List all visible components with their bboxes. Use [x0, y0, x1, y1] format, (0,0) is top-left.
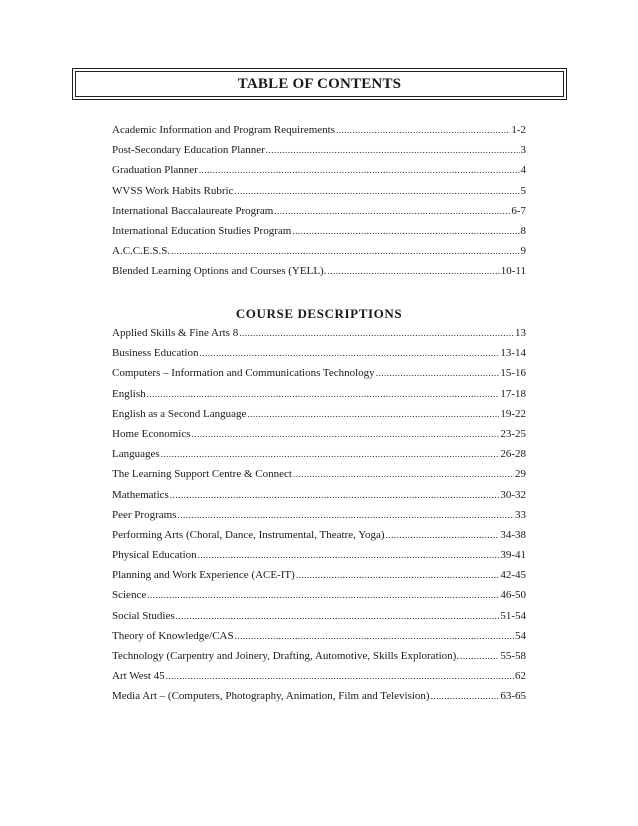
- course-entry[interactable]: [112, 408, 526, 428]
- course-entry-label: Science: [112, 589, 147, 602]
- course-entry-label: Applied Skills & Fine Arts 8: [112, 327, 239, 339]
- course-entry-page: 33: [515, 508, 526, 521]
- leader-dots: [460, 651, 499, 661]
- toc-entry-label: Post-Secondary Education Planner: [112, 144, 265, 157]
- leader-dots: [192, 429, 500, 439]
- course-entry-label: Planning and Work Experience (ACE-IT): [112, 569, 295, 582]
- leader-dots: [198, 550, 500, 560]
- leader-dots: [296, 570, 500, 580]
- leader-dots: [161, 449, 500, 459]
- course-entry-page: 54: [515, 629, 526, 642]
- course-entry-label: Social Studies: [112, 609, 175, 622]
- leader-dots: [147, 590, 499, 600]
- toc-entry-label: WVSS Work Habits Rubric: [112, 184, 234, 197]
- course-entry-page: 23-25: [500, 427, 526, 440]
- course-entry[interactable]: [112, 428, 526, 448]
- course-entry-page: 42-45: [500, 569, 526, 582]
- leader-dots: [274, 206, 510, 216]
- course-entry-page: 51-54: [500, 609, 526, 622]
- course-entry-label: Technology (Carpentry and Joinery, Drafting, Automotive, Skills Exploration).: [112, 650, 460, 662]
- course-entry-page: 26-28: [500, 448, 526, 461]
- leader-dots: [293, 469, 514, 479]
- course-entry-page: 13-14: [500, 347, 526, 360]
- leader-dots: [292, 226, 519, 236]
- toc-entry-label: International Education Studies Program: [112, 224, 292, 237]
- course-entry-page: 62: [515, 670, 526, 683]
- course-entry[interactable]: [112, 529, 526, 549]
- toc-entry-page: 4: [520, 164, 526, 177]
- leader-dots: [166, 671, 514, 681]
- toc-entry-label: Graduation Planner: [112, 164, 198, 177]
- toc-entry[interactable]: [112, 185, 526, 205]
- leader-dots: [171, 246, 519, 256]
- course-entry[interactable]: [112, 327, 526, 347]
- course-entry-label: Art West 45: [112, 670, 165, 683]
- course-entry-label: The Learning Support Centre & Connect: [112, 468, 292, 481]
- course-entry[interactable]: [112, 549, 526, 569]
- toc-entry[interactable]: [112, 245, 526, 265]
- toc-entry-page: 8: [520, 224, 526, 237]
- course-entry-label: Business Education: [112, 347, 199, 360]
- course-entry[interactable]: [112, 569, 526, 589]
- toc-entry[interactable]: [112, 265, 526, 285]
- leader-dots: [235, 631, 514, 641]
- course-entry-label: Physical Education: [112, 549, 197, 562]
- toc-entry-label: Academic Information and Program Requirements: [112, 124, 335, 136]
- leader-dots: [199, 348, 499, 358]
- course-entry[interactable]: [112, 468, 526, 488]
- course-entry[interactable]: [112, 589, 526, 609]
- course-entry-label: Home Economics: [112, 427, 191, 440]
- leader-dots: [199, 165, 520, 175]
- course-entry-page: 34-38: [500, 528, 526, 541]
- course-entry[interactable]: [112, 610, 526, 630]
- course-entry-label: Languages: [112, 448, 160, 461]
- course-entry[interactable]: [112, 489, 526, 509]
- leader-dots: [266, 145, 520, 155]
- course-entry[interactable]: [112, 448, 526, 468]
- leader-dots: [247, 409, 499, 419]
- course-entry[interactable]: [112, 670, 526, 690]
- course-entry-page: 19-22: [500, 407, 526, 420]
- course-entry-page: 63-65: [500, 690, 526, 703]
- course-entry-page: 46-50: [500, 589, 526, 602]
- course-entry-page: 30-32: [500, 488, 526, 501]
- general-contents-list: [112, 124, 526, 286]
- toc-entry[interactable]: [112, 205, 526, 225]
- course-entry-page: 13: [515, 327, 526, 339]
- course-entry-page: 29: [515, 468, 526, 481]
- leader-dots: [376, 368, 500, 378]
- course-entry-label: Theory of Knowledge/CAS: [112, 629, 234, 642]
- course-entry-page: 17-18: [500, 387, 526, 400]
- course-entry-label: Performing Arts (Choral, Dance, Instrumental, Theatre, Yoga): [112, 528, 385, 541]
- section-heading: COURSE DESCRIPTIONS: [235, 306, 403, 321]
- course-entry[interactable]: [112, 509, 526, 529]
- toc-entry-page: 3: [520, 144, 526, 157]
- course-descriptions-list: [112, 327, 526, 711]
- toc-entry-page: 1-2: [511, 124, 526, 136]
- course-entry-label: Computers – Information and Communications Technology: [112, 367, 375, 380]
- toc-entry[interactable]: [112, 144, 526, 164]
- course-entry[interactable]: [112, 367, 526, 387]
- leader-dots: [234, 186, 519, 196]
- course-entry-page: 15-16: [500, 367, 526, 380]
- toc-entry-label: Blended Learning Options and Courses (YELL).: [112, 265, 327, 278]
- toc-entry-page: 5: [520, 184, 526, 197]
- course-entry[interactable]: [112, 650, 526, 670]
- course-entry-page: 55-58: [500, 650, 526, 662]
- leader-dots: [327, 266, 499, 276]
- leader-dots: [176, 611, 500, 621]
- leader-dots: [170, 490, 500, 500]
- title-box: [72, 68, 567, 100]
- course-entry-label: Mathematics: [112, 488, 169, 501]
- course-entry[interactable]: [112, 690, 526, 710]
- leader-dots: [147, 389, 500, 399]
- course-entry-label: English as a Second Language: [112, 407, 247, 420]
- leader-dots: [239, 328, 514, 338]
- course-entry-label: Media Art – (Computers, Photography, Animation, Film and Television): [112, 690, 430, 703]
- leader-dots: [177, 510, 514, 520]
- toc-entry-page: 6-7: [511, 204, 526, 217]
- toc-entry-label: A.C.C.E.S.S.: [112, 245, 171, 258]
- leader-dots: [386, 530, 500, 540]
- toc-entry[interactable]: [112, 124, 526, 144]
- page-title: TABLE OF CONTENTS: [237, 76, 402, 92]
- course-entry[interactable]: [112, 347, 526, 367]
- course-entry[interactable]: [112, 630, 526, 650]
- toc-entry-label: International Baccalaureate Program: [112, 204, 274, 217]
- leader-dots: [336, 125, 510, 135]
- course-entry[interactable]: [112, 388, 526, 408]
- toc-entry[interactable]: [112, 164, 526, 184]
- toc-entry-page: 10-11: [500, 265, 526, 278]
- course-entry-label: Peer Programs: [112, 508, 177, 521]
- course-entry-label: English: [112, 387, 146, 400]
- leader-dots: [431, 691, 500, 701]
- toc-entry-page: 9: [520, 245, 526, 258]
- course-entry-page: 39-41: [500, 549, 526, 562]
- toc-entry[interactable]: [112, 225, 526, 245]
